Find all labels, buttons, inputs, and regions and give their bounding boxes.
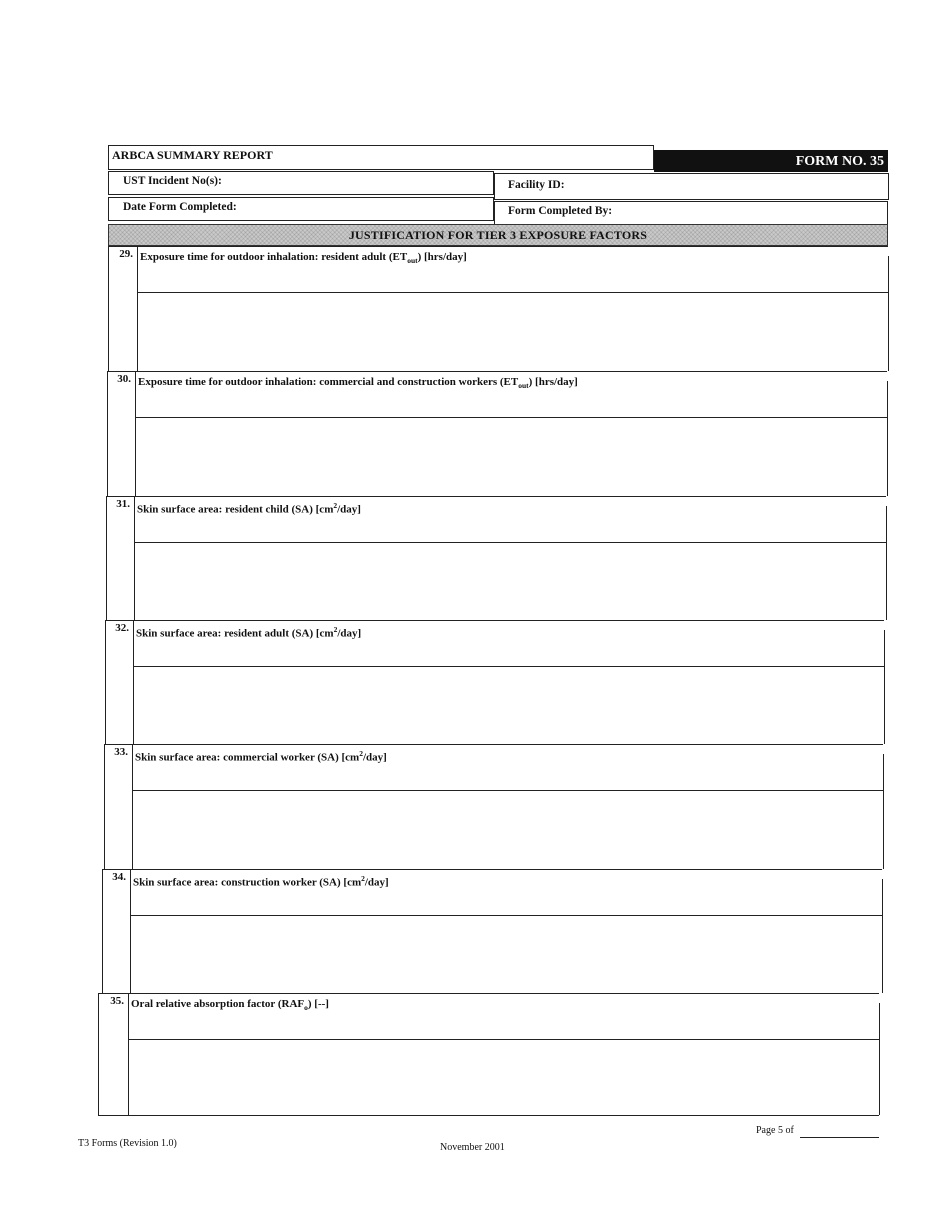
question-text-main: Skin surface area: construction worker (SA) [cm (133, 876, 362, 889)
answer-line[interactable] (135, 417, 887, 418)
question-superscript: 2 (361, 874, 365, 883)
question-number: 31. (116, 498, 130, 510)
question-text-units: /day] (362, 751, 387, 764)
question-text-units: ) [hrs/day] (528, 376, 578, 388)
ust-incident-field[interactable] (108, 171, 494, 195)
date-completed-field[interactable] (108, 197, 494, 221)
question-top-rule (104, 744, 883, 745)
question-text-main: Skin surface area: commercial worker (SA) [cm (135, 751, 360, 764)
question-text-units: /day] (337, 503, 361, 516)
question-text (133, 874, 389, 889)
question-subscript: out (407, 256, 418, 266)
question-right-border (883, 754, 884, 869)
question-superscript: 2 (333, 625, 338, 634)
answer-line[interactable] (132, 790, 883, 791)
question-left-border (98, 993, 99, 1115)
question-top-rule (102, 869, 882, 870)
question-text (131, 998, 329, 1012)
question-text-main: Exposure time for outdoor inhalation: commercial and construction workers (ET (138, 376, 519, 388)
question-number: 30. (117, 373, 131, 385)
justification-answer-area[interactable] (133, 792, 882, 867)
question-text (136, 625, 361, 640)
question-number: 29. (119, 248, 133, 260)
ust-incident-label: UST Incident No(s): (123, 175, 222, 187)
justification-answer-area[interactable] (135, 544, 885, 618)
completed-by-field[interactable] (494, 201, 888, 226)
question-text-units: /day] (337, 627, 362, 640)
report-title-box (108, 145, 654, 170)
form-revision: T3 Forms (Revision 1.0) (78, 1138, 177, 1149)
question-text (138, 376, 578, 390)
question-text-units: /day] (364, 876, 389, 889)
question-top-rule (106, 496, 886, 497)
question-text-main: Exposure time for outdoor inhalation: resident adult (ET (140, 251, 408, 263)
justification-answer-area[interactable] (131, 917, 881, 991)
page-total-blank[interactable] (800, 1137, 879, 1138)
answer-line[interactable] (128, 1039, 879, 1040)
question-top-rule (98, 993, 879, 994)
form-bottom-rule (98, 1115, 879, 1116)
report-title: ARBCA SUMMARY REPORT (112, 148, 273, 162)
question-superscript: 2 (359, 749, 363, 758)
question-left-border (107, 371, 108, 496)
question-left-border (102, 869, 103, 993)
question-number: 34. (112, 871, 126, 883)
form-number: FORM NO. 35 (654, 150, 888, 172)
question-number: 32. (115, 622, 129, 634)
question-number: 35. (110, 995, 124, 1007)
question-left-border (104, 744, 105, 869)
question-top-rule (107, 371, 887, 372)
question-number: 33. (114, 746, 128, 758)
question-text-units: ) [hrs/day] (417, 251, 467, 263)
question-right-border (884, 630, 885, 744)
question-text-main: Skin surface area: resident adult (SA) [cm (136, 627, 334, 640)
completed-by-label: Form Completed By: (508, 205, 613, 217)
page-number-label: Page 5 of (756, 1125, 794, 1136)
question-right-border (879, 1003, 880, 1115)
question-right-border (882, 879, 883, 993)
question-top-rule (105, 620, 884, 621)
facility-id-label: Facility ID: (508, 179, 565, 191)
question-text (135, 749, 387, 764)
question-top-rule (108, 246, 888, 247)
question-right-border (887, 381, 888, 496)
justification-answer-area[interactable] (138, 294, 887, 369)
date-completed-label: Date Form Completed: (123, 201, 237, 213)
answer-line[interactable] (133, 666, 884, 667)
section-title: JUSTIFICATION FOR TIER 3 EXPOSURE FACTORS (348, 228, 648, 242)
answer-line[interactable] (137, 292, 888, 293)
answer-line[interactable] (134, 542, 886, 543)
question-text-main: Skin surface area: resident child (SA) [cm (137, 503, 334, 516)
question-text-units: ) [--] (307, 998, 329, 1010)
question-right-border (888, 256, 889, 371)
question-left-border (108, 246, 109, 371)
justification-answer-area[interactable] (129, 1041, 878, 1113)
question-right-border (886, 506, 887, 620)
question-superscript: 2 (333, 501, 338, 510)
facility-id-field[interactable] (494, 173, 889, 200)
question-text-main: Oral relative absorption factor (RAF (131, 998, 305, 1010)
question-left-border (105, 620, 106, 744)
question-subscript: out (518, 381, 529, 391)
justification-answer-area[interactable] (134, 668, 883, 742)
question-left-border (106, 496, 107, 620)
justification-answer-area[interactable] (136, 419, 886, 494)
section-header (108, 224, 888, 246)
question-subscript: o (304, 1003, 308, 1013)
form-date: November 2001 (440, 1142, 505, 1153)
answer-line[interactable] (130, 915, 882, 916)
question-text (140, 251, 467, 265)
question-text (137, 501, 361, 516)
